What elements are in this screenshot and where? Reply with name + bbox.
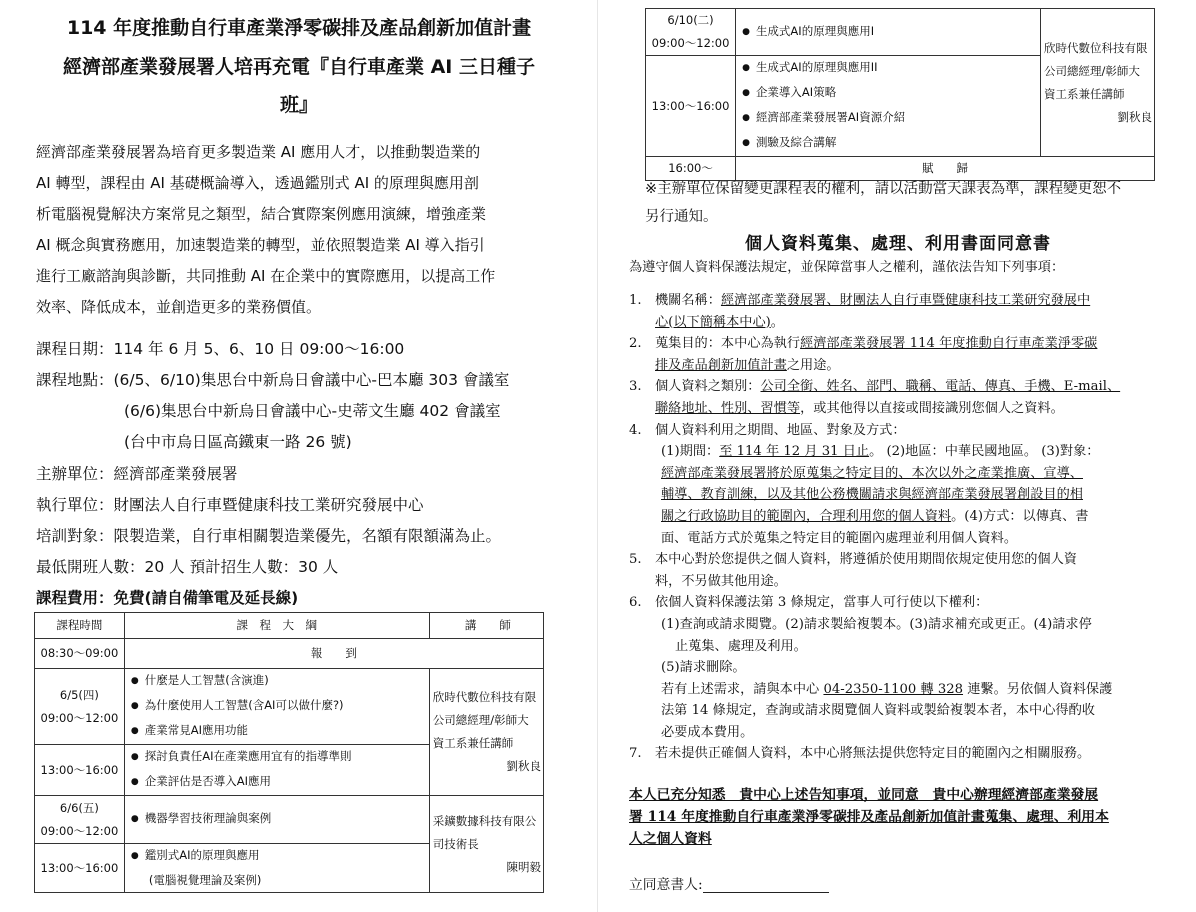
intro-line: AI 概念與實務應用，加速製造業的轉型，並依照製造業 AI 導入指引: [36, 236, 485, 254]
topic-item: ● 企業評估是否導入AI應用: [131, 770, 429, 795]
day2-teacher: [429, 796, 543, 893]
item-number: 7.: [629, 746, 642, 762]
topic-item: ● 生成式AI的原理與應用I: [742, 20, 1040, 45]
item-text: 面、電話方式於蒐集之特定目的範圍內處理並利用個人資料。: [661, 530, 1018, 546]
item-text: 若有上述需求，請與本中心: [661, 681, 824, 697]
title-line-3: 班』: [279, 94, 318, 116]
item-number: 4.: [629, 422, 642, 438]
consent-item-2: [629, 333, 1173, 376]
item-text: 關之行政協助目的範圍內，合理利用您的個人資料: [661, 508, 952, 524]
item-number: 1.: [629, 293, 642, 308]
note-line: ※主辦單位保留變更課程表的權利，請以活動當天課表為準，課程變更恕不: [645, 181, 1122, 197]
day2-date: 6/6(五): [59, 800, 99, 815]
topic-item: ● 機器學習技術理論與案例: [131, 807, 429, 832]
header-outline: 課 程 大 綱: [124, 613, 429, 639]
teacher-name: 劉秋良: [506, 759, 541, 773]
signature-area: [629, 873, 829, 893]
teacher-line: 資工系兼任講師: [432, 736, 514, 750]
item-text: (5)請求刪除。: [661, 660, 746, 676]
course-address: (台中市烏日區高鐵東一路 26 號): [124, 433, 352, 451]
item-text: 經濟部產業發展署 114 年度推動自行車產業淨零碳: [800, 336, 1098, 352]
item-number: 5.: [629, 552, 642, 568]
title-line-1: 114 年度推動自行車產業淨零碳排及產品創新加值計畫: [66, 17, 532, 39]
consent-item-1: [629, 290, 1173, 333]
item-text: 經濟部產業發展署將於原蒐集之特定目的、本次以外之產業推廣、宣導、: [661, 465, 1083, 481]
item-text: 依個人資料保護法第 3 條規定，當事人可行使以下權利：: [655, 595, 989, 611]
teacher-line: 公司總經理/彰師大: [432, 713, 529, 727]
item-text: 經濟部產業發展署、財團法人自行車暨健康科技工業研究發展中: [720, 293, 1091, 308]
title-line-2: 經濟部產業發展署人培再充電『自行車產業 AI 三日種子: [62, 56, 535, 78]
organizer: 主辦單位：經濟部產業發展署: [36, 465, 238, 483]
contact-phone: 04-2350-1100 轉 328: [823, 681, 964, 697]
schedule-note: [645, 175, 1173, 231]
course-fee: 課程費用：免費(請自備筆電及延長線): [36, 589, 299, 607]
topic-item: ● 經濟部產業發展署AI資源介紹: [742, 106, 1040, 131]
item-text: 心(以下簡稱本中心): [655, 314, 771, 330]
item-text: (1)查詢或請求閱覽。(2)請求製給複製本。(3)請求補充或更正。(4)請求停: [661, 616, 1092, 632]
training-target: 培訓對象：限製造業，自行車相關製造業優先，名額有限額滿為止。: [36, 527, 502, 545]
table-row: [35, 796, 544, 844]
item-number: 6.: [629, 595, 642, 611]
table-row: [35, 669, 544, 745]
day1-pm-topics: [124, 745, 429, 796]
day1-am-time: 09:00～12:00: [40, 710, 119, 725]
topic-item: ● 生成式AI的原理與應用II: [742, 56, 1040, 81]
topic-item: ● 探討負責任AI在產業應用宜有的指導準則: [131, 745, 429, 770]
item-text: 若未提供正確個人資料，本中心將無法提供您特定目的範圍內之相關服務。: [655, 746, 1091, 762]
teacher-line: 欣時代數位科技有限: [1044, 40, 1148, 55]
checkin-label: 報 到: [124, 639, 543, 669]
day1-am-topics: [124, 669, 429, 745]
consent-intro: 為遵守個人資料保護法規定，並保障當事人之權利，謹依法告知下列事項：: [629, 260, 1065, 275]
item-text: 蒐集目的：本中心為執行: [655, 336, 801, 352]
agree-line: 本人已充分知悉 貴中心上述告知事項，並同意 貴中心辦理經濟部產業發展: [629, 787, 1099, 803]
item-text: 。(4)方式：以傳真、書: [951, 508, 1089, 524]
intro-line: 析電腦視覺解決方案常見之類型，結合實際案例應用演練，增強產業: [36, 205, 487, 223]
signature-label: 立同意書人:: [629, 877, 703, 893]
topic-item: ● 測驗及綜合講解: [742, 131, 1040, 156]
item-text: 輔導、教育訓練，以及其他公務機關請求與經濟部產業發展署創設目的相: [661, 487, 1083, 503]
item-text: 料，不另做其他用途。: [655, 573, 787, 589]
topic-item: ● 什麼是人工智慧(含演進): [131, 669, 429, 694]
schedule-table: [34, 612, 544, 893]
item-number: 3.: [629, 379, 642, 395]
item-text: 至 114 年 12 月 31 日止: [719, 444, 870, 460]
item-text: 之用途。: [786, 357, 840, 373]
day2-am-time: 09:00～12:00: [40, 823, 119, 838]
day3-date: 6/10(二): [667, 13, 714, 27]
item-text: 。: [770, 314, 784, 330]
day1-teacher: [429, 669, 543, 796]
topic-subitem: (電腦視覺理論及案例): [148, 873, 262, 887]
item-text: 個人資料之類別：: [655, 379, 761, 395]
day3-pm-time: 13:00～16:00: [646, 56, 736, 157]
item-text: 連繫。另依個人資料保護: [963, 681, 1113, 697]
table-header-row: [35, 613, 544, 639]
course-venue-2: (6/6)集思台中新烏日會議中心-史蒂文生廳 402 會議室: [124, 402, 501, 420]
day1-date: 6/5(四): [59, 687, 99, 702]
header-teacher: 講 師: [429, 613, 543, 639]
consent-item-4: [629, 420, 1173, 550]
teacher-name: 陳明毅: [506, 859, 541, 874]
topic-item: ● 企業導入AI策略: [742, 81, 1040, 106]
consent-items: [629, 290, 1173, 765]
signature-line[interactable]: [703, 878, 829, 893]
intro-line: AI 轉型，課程由 AI 基礎概論導入，透過鑑別式 AI 的原理與應用剖: [36, 174, 479, 192]
item-text: 。 (2)地區：中華民國地區。 (3)對象：: [869, 444, 1100, 460]
day1-am-time-cell: [35, 669, 125, 745]
item-text: 公司全銜、姓名、部門、職稱、電話、傳真、手機、E-mail、: [760, 379, 1121, 395]
consent-title: 個人資料蒐集、處理、利用書面同意書: [745, 234, 1051, 254]
consent-item-6: [629, 592, 1173, 743]
item-sub: [629, 441, 1173, 549]
day2-am-time-cell: [35, 796, 125, 844]
header-time: 課程時間: [35, 613, 125, 639]
day3-pm-topics: [736, 56, 1041, 157]
item-text: 必要成本費用。: [661, 724, 754, 740]
teacher-line: 公司總經理/彰師大: [1044, 63, 1140, 78]
teacher-line: 欣時代數位科技有限: [432, 690, 537, 704]
course-venue: 課程地點：(6/5、6/10)集思台中新烏日會議中心-巴本廳 303 會議室: [36, 371, 510, 389]
consent-item-3: [629, 376, 1173, 419]
day2-pm-time: 13:00～16:00: [35, 844, 125, 893]
schedule-table-continued: [645, 8, 1155, 181]
item-text: 本中心對於您提供之個人資料，將遵循於使用期間依規定使用您的個人資: [655, 552, 1077, 568]
agree-line: 署 114 年度推動自行車產業淨零碳排及產品創新加值計畫蒐集、處理、利用本: [629, 809, 1109, 825]
class-quota: 最低開班人數：20 人 預計招生人數：30 人: [36, 558, 339, 576]
intro-paragraph: [36, 137, 562, 323]
item-text: (1)期間：: [661, 444, 720, 460]
day3-am-time: 09:00～12:00: [651, 36, 730, 50]
item-text: ，或其他得以直接或間接識別您個人之資料。: [800, 400, 1064, 416]
day3-am-topics: [736, 9, 1041, 56]
intro-line: 經濟部產業發展署為培育更多製造業 AI 應用人才，以推動製造業的: [36, 143, 481, 161]
consent-item-7: [629, 743, 1173, 765]
item-sub: [629, 614, 1173, 744]
item-text: 止蒐集、處理及利用。: [675, 638, 807, 654]
item-text: 機關名稱：: [655, 293, 721, 308]
item-text: 聯絡地址、性別、習慣等: [655, 400, 801, 416]
executor: 執行單位：財團法人自行車暨健康科技工業研究發展中心: [36, 496, 424, 514]
teacher-line: 采鑛數據科技有限公: [432, 813, 537, 828]
item-number: 2.: [629, 336, 642, 352]
end-time: 16:00～: [646, 157, 736, 181]
end-label: 賦 歸: [736, 157, 1155, 181]
teacher-line: 資工系兼任講師: [1044, 86, 1125, 101]
note-line: 另行通知。: [645, 209, 718, 225]
day3-teacher: [1041, 9, 1155, 157]
teacher-name: 劉秋良: [1117, 109, 1152, 124]
course-date: 課程日期：114 年 6 月 5、6、10 日 09:00～16:00: [36, 340, 405, 358]
teacher-line: 司技術長: [432, 836, 479, 851]
item-text: 排及產品創新加值計畫: [655, 357, 787, 373]
item-text: 個人資料利用之期間、地區、對象及方式：: [655, 422, 906, 438]
intro-line: 效率、降低成本，並創造更多的業務價值。: [36, 298, 322, 316]
topic-item: ● 鑑別式AI的原理與應用: [131, 844, 429, 869]
intro-line: 進行工廠諮詢與診斷，共同推動 AI 在企業中的實際應用，以提高工作: [36, 267, 496, 285]
table-row: [646, 9, 1155, 56]
agree-line: 人之個人資料: [629, 831, 712, 847]
item-text: 法第 14 條規定，查詢或請求閱覽個人資料或製給複製本者，本中心得酌收: [661, 703, 1095, 719]
topic-item: ● 產業常見AI應用功能: [131, 719, 429, 744]
consent-item-5: [629, 549, 1173, 592]
day3-am-time-cell: [646, 9, 736, 56]
day2-pm-topics: [124, 844, 429, 893]
topic-item: ● 為什麼使用人工智慧(含AI可以做什麼?): [131, 694, 429, 719]
table-row: [35, 639, 544, 669]
day1-pm-time: 13:00～16:00: [35, 745, 125, 796]
agreement-statement: [629, 784, 1173, 850]
day2-am-topics: [124, 796, 429, 844]
checkin-time: 08:30～09:00: [35, 639, 125, 669]
